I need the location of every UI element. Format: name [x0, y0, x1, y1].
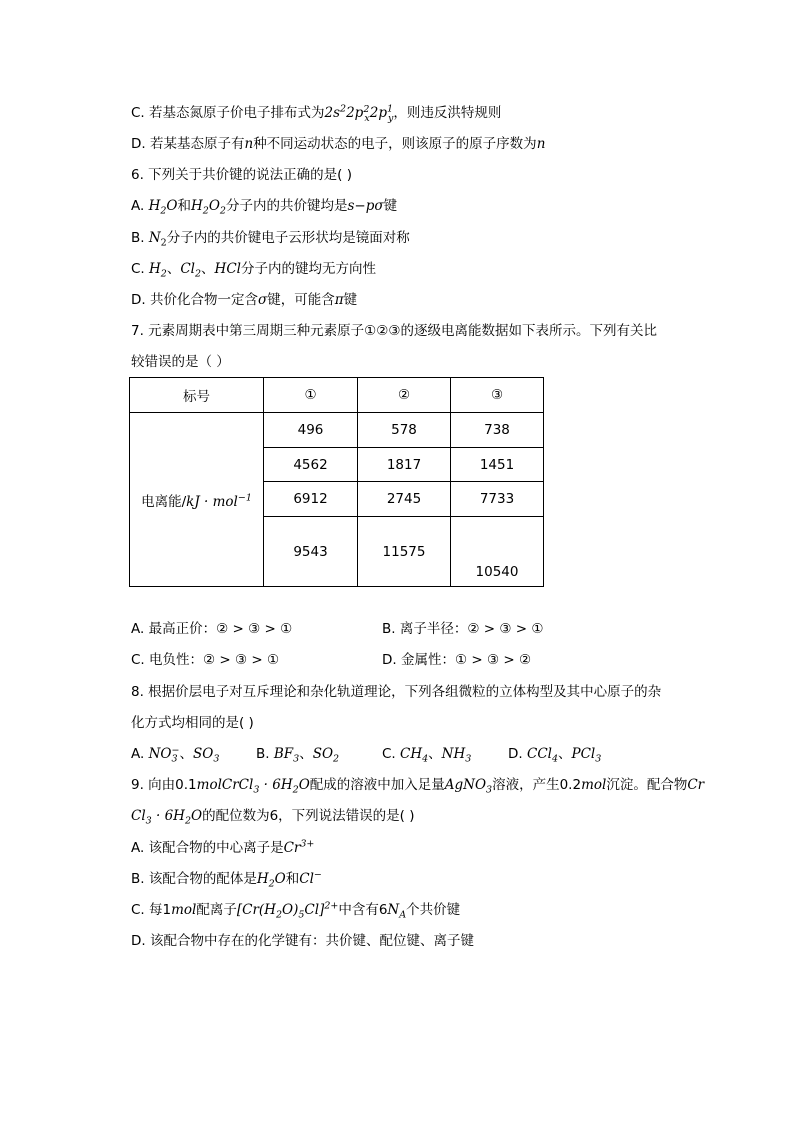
q6-option-b: B. $N_2$分子内的共价键电子云形状均是镜面对称	[131, 230, 410, 249]
q7-option-c: C. 电负性：② > ③ > ①	[131, 652, 280, 668]
q7-stem-line-2: 较错误的是（ ）	[131, 354, 230, 370]
q6-option-c: C. $H_2$、$Cl_2$、HCl分子内的键均无方向性	[131, 261, 376, 280]
table-header-cell: ①	[264, 378, 358, 413]
row-label-cell: 电离能/kJ · mol$^{-1}$	[130, 413, 264, 587]
q9-option-a: A. 该配合物的中心离子是$Cr^{3+}$	[131, 838, 315, 856]
table-cell: 2745	[358, 482, 451, 517]
q8-stem-line-2: 化方式均相同的是( )	[131, 715, 254, 731]
q8-stem-line-1: 8. 根据价层电子对互斥理论和杂化轨道理论，下列各组微粒的立体构型及其中心原子的杂	[131, 684, 662, 700]
q8-option-b: B. $BF_3$、$SO_2$	[256, 746, 340, 765]
q9-stem-line-2: $Cl_3 \cdot 6H_2O$的配位数为6，下列说法错误的是( )	[131, 808, 415, 827]
q7-option-a: A. 最高正价：② > ③ > ①	[131, 621, 293, 637]
q8-option-c: C. $CH_4$、$NH_3$	[382, 746, 472, 765]
q6-option-a: A. $H_2O$和$H_2O_2$分子内的共价键均是s−pσ键	[131, 198, 398, 217]
table-cell: 10540	[451, 517, 544, 587]
q5-option-c: C. 若基态氮原子价电子排布式为$2s^22p^2_x2p^1_y$，则违反洪特规则	[131, 103, 502, 124]
q9-option-c: C. 每1mol配离子$[Cr(H_2O)_5Cl]^{2+}$中含有$6N_A$个共价键	[131, 900, 461, 921]
q7-stem-line-1: 7. 元素周期表中第三周期三种元素原子①②③的逐级电离能数据如下表所示。下列有关比	[131, 323, 657, 339]
table-header-cell: ②	[358, 378, 451, 413]
q9-stem-line-1: 9. 向由0.1molCrCl$_3$ · $6H_2O$配成的溶液中加入足量AgNO$_3$溶液，产生0.2mol沉淀。配合物Cr	[131, 777, 705, 796]
q8-option-a: A. $NO_3^-$、$SO_3$	[131, 744, 220, 765]
q7-option-d: D. 金属性：① > ③ > ②	[382, 652, 532, 668]
table-cell: 578	[358, 413, 451, 448]
q5-formula: $2s^22p^2_x2p^1_y$	[324, 103, 394, 124]
table-row	[130, 413, 544, 448]
ionization-energy-table	[129, 377, 544, 587]
table-header-cell: 标号	[130, 378, 264, 413]
table-cell: 1451	[451, 448, 544, 482]
table-cell: 7733	[451, 482, 544, 517]
q5-option-d: D. 若某基态原子有n种不同运动状态的电子，则该原子的原子序数为n	[131, 136, 546, 152]
table-header-cell: ③	[451, 378, 544, 413]
q9-option-b: B. 该配合物的配体是$H_2O$和Cl−	[131, 869, 322, 890]
table-header-row	[130, 378, 544, 413]
q5-option-c-text: C. 若基态氮原子价电子排布式为	[131, 105, 325, 121]
q9-option-d: D. 该配合物中存在的化学键有：共价键、配位键、离子键	[131, 933, 474, 949]
table-cell: 9543	[264, 517, 358, 587]
table-cell: 4562	[264, 448, 358, 482]
table-cell: 6912	[264, 482, 358, 517]
table-cell: 1817	[358, 448, 451, 482]
q6-option-d: D. 共价化合物一定含σ键，可能含π键	[131, 292, 358, 308]
table-cell: 738	[451, 413, 544, 448]
q7-option-b: B. 离子半径：② > ③ > ①	[382, 621, 544, 637]
table-cell: 11575	[358, 517, 451, 587]
table-cell: 496	[264, 413, 358, 448]
q8-option-d: D. CCl$_4$、PCl$_3$	[508, 746, 602, 765]
q6-stem: 6. 下列关于共价键的说法正确的是( )	[131, 167, 352, 183]
